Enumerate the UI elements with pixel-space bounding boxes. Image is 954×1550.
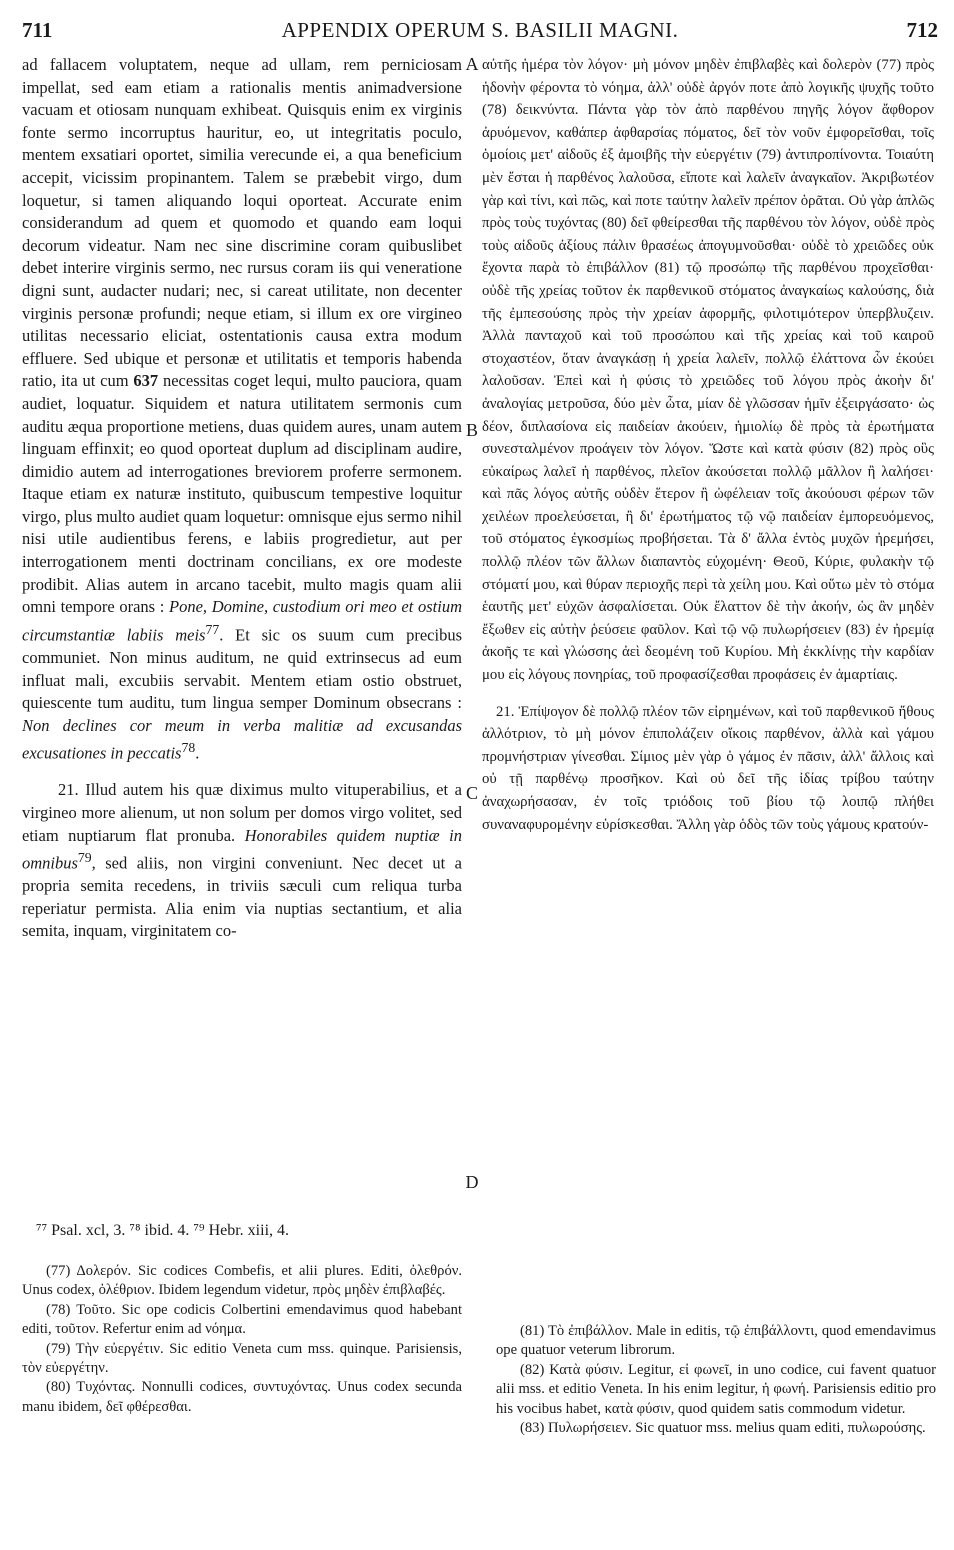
footnote-ref: 79	[77, 850, 92, 866]
footnotes-right	[496, 1322, 936, 1438]
footnote: (80) Τυχόντας. Nonnulli codices, συντυχόντας. Unus codex secunda manu ibidem, δεῖ φθέρεσθαι.	[22, 1379, 462, 1415]
margin-letter-b: B	[465, 420, 478, 440]
footnote: (77) Δολερόν. Sic codices Combefis, et alii plures. Editi, ὀλεθρόν. Unus codex, ὀλέθριον. Ibidem legendum videtur, πρὸς μηδὲν ἐπιβλαβές.	[22, 1263, 462, 1299]
footnotes-left	[22, 1262, 462, 1417]
scripture-quote: Pone, Domine, custodium ori meo et ostium circumstantiæ labiis meis	[22, 597, 462, 645]
greek-column	[482, 54, 934, 836]
footnote: (82) Κατὰ φύσιν. Legitur, εἰ φωνεῖ, in uno codice, cui favent quatuor alii mss. et editio Veneta. In his enim legitur, ἡ φωνή. Parisiensis editio pro his vocibus habet, κατὰ φύσιν, quod quidem satis commodum videtur.	[496, 1361, 936, 1417]
footnote: (79) Τὴν εὐεργέτιν. Sic editio Veneta cum mss. quinque. Parisiensis, τὸν εὐεργέτην.	[22, 1340, 462, 1377]
right-page-number: 712	[906, 18, 938, 42]
footnote-ref: 78	[181, 740, 196, 756]
scripture-references: ⁷⁷ Psal. xcl, 3. ⁷⁸ ibid. 4. ⁷⁹ Hebr. xiii, 4.	[36, 1222, 290, 1239]
running-header	[22, 14, 938, 44]
footnote: (83) Πυλωρήσειεν. Sic quatuor mss. melius quam editi, πυλωρούσης.	[520, 1420, 926, 1437]
scripture-quote: Honorabiles quidem nuptiæ in omnibus	[22, 825, 462, 873]
latin-column	[22, 54, 462, 943]
margin-letter-c: C	[465, 783, 478, 803]
footnote-ref: 77	[205, 621, 220, 637]
margin-letter-d: D	[465, 1172, 479, 1192]
latin-paragraph-1: ad fallacem voluptatem, neque ad ullam, rem perniciosam impellat, sed eam etiam a rationalis mentis animadversione vacuam et otiosam nunquam exhibeat. Quisquis enim ex virginis fonte sermo incorruptus hauritur, eo, ut integritatis poculo, mentem exsatiari oportet, similia verecunde ei, a qua beneficium accepit, vicissim propinantem. Talem se præbebit virgo, dum loquetur, si tamen aliquando loqui oporteat. Accurate enim considerandum ad quem et quomodo et quando eam loqui decorum videatur. Nam nec sine discrimine coram quibuslibet debet interire virginis sermo, nec rursus coram iis qui veneratione digni sunt, audacter nudari; nec, si careat utilitate, non decenter virginis personæ profundi; neque etiam, si illum ex ore virgineo utilitas necessario eliciat, ostentationis causa extra modum effluere. Sed ubique et personæ et utilitatis et temporis habenda ratio, ita ut cum 637 necessitas coget lequi, multo pauciora, quam audiet, loquatur. Siquidem et natura utilitatem sermonis cum auditu æqua proportione metiens, duas quidem aures, unam autem linguam effinxit; eo quod oporteat duplum ad disciplinam audire, dimidio autem ad interrogationes breviorem proferre sermonem. Itaque etiam ex naturæ instituto, quibuscum tempestive loquitur virgo, plus multo audiet quam loquetur: omnisque ejus sermo nihil nisi utile audientibus ferens, e labiis progredietur, aut per interrogationem menti doctrinam concilians, ex ore modeste prodibit. Alias autem in arcano tacebit, multo magis quam alii omni tempore orans : Pone, Domine, custodium ori meo et ostium circumstantiæ labiis meis$^{77}$. Et sic os suum cum precibus communiet. Non minus auditum, ne quid extrinsecus ad eum influat mali, excubiis servabit. Mentem etiam ostio obstruet, quiescente tum auditu, tum lingua semper Dominum obsecrans : Non declines cor meum in verba malitiæ ad excusandas excusationes in peccatis$^{78}$.	[22, 55, 462, 763]
latin-paragraph-2: 21. Illud autem his quæ diximus multo vituperabilius, et a virgineo more alienum, ut non solum per domos virgo volitet, sed etiam nuptiarum flat pronuba. Honorabiles quidem nuptiæ in omnibus$^{79}$, sed aliis, non virgini conveniunt. Nec decet ut a propria semita recedens, in triviis sæculi cum reliqua turba reperiatur permista. Alia enim via nuptias sectantium, et alia semita, inquam, virginitatem co-	[22, 780, 462, 941]
scripture-quote: Non declines cor meum in verba malitiæ ad excusandas excusationes in peccatis	[22, 715, 462, 763]
running-title: APPENDIX OPERUM S. BASILII MAGNI.	[281, 18, 679, 42]
left-page-number: 711	[22, 18, 53, 42]
footnote: (81) Τὸ ἐπιβάλλον. Male in editis, τῷ ἐπιβάλλοντι, quod emendavimus ope quatuor veterum librorum.	[496, 1323, 936, 1359]
margin-letter-a: A	[465, 54, 479, 74]
greek-paragraph-1: αὐτῆς ἡμέρα τὸν λόγον· μὴ μόνον μηδὲν ἐπιβλαβὲς καὶ δολερὸν (77) πρὸς ἡδονὴν φέροντα τὸ νόημα, ἀλλ' οὐδὲ ἀργόν ποτε ἀπὸ λογικῆς ψυχῆς τοῦτο (78) δεικνύντα. Πάντα γὰρ τὸν ἀπὸ παρθένου πηγῆς λόγον ἄφθορον ἀρυόμενον, καθάπερ ἀφθαρσίας πόματος, δεῖ τὸν νοῦν ἐμφορεῖσθαι, τοῖς ὁμοίοις μετ' αἰδοῦς ἐξ ἀμοιβῆς τὴν εὐεργέτιν (79) ἀντιπροπίνοντα. Τοιαύτη μὲν ἔσται ἡ παρθένος λαλοῦσα, εἴποτε καὶ λαλεῖν ἀναγκαῖον. Ἀκριβωτέον γὰρ καὶ τίνι, καὶ πῶς, καὶ ποτε ταύτην λαλεῖν πρέπον ὁρᾶται. Οὐ γὰρ ἁπλῶς πρὸς τοὺς τυχόντας (80) δεῖ φθείρεσθαι τῆς παρθένου τὸν λόγον, οὐδὲ πρὸς τοὺς αἰδοῦς ἀξίους πάλιν θρασέως ἀπογυμνοῦσθαι· οὐδὲ τὸ χρειῶδες οὐκ ἔχοντα παρὰ τὸ ἐπιβάλλον (81) τῷ προσώπῳ τῆς παρθένου προχεῖσθαι· οὐδὲ τῆς χρείας τοῦτον ἐκ παρθενικοῦ στόματος ἀναγκαίως καλούσης, διὰ τῆς ἐμπεσούσης πρὸς τὴν χρείαν ἀφορμῆς, φιλοτιμότερον ὑπερβλυζειν. Ἀλλὰ πανταχοῦ καὶ τοῦ προσώπου καὶ τῆς χρείας καὶ τοῦ καιροῦ στοχαστέον, ὅταν ἀναγκάσῃ ἡ χρεία λαλεῖν, πολλῷ ἐλάττονα ὧν ἐκούει λαλοῦσαν. Ἐπεὶ καὶ ἡ φύσις τὸ χρειῶδες τοῦ λόγου πρὸς ἀκοὴν δι' ἀναλογίας μετροῦσα, δύο μὲν ὦτα, μίαν δὲ γλῶσσαν ἡμῖν ἐξειργάσατο· ὡς δέον, διπλασίονα εἰς παιδείαν ἀκούειν, ἡμιολίῳ δὲ πρὸς τὰ ἐρωτήματα συνεσταλμένον προάγειν τὸν λόγον. Ὥστε καὶ κατὰ φύσιν (82) πρὸς οὓς εὐκαίρως λαλεῖ ἡ παρθένος, πλεῖον ἀκούσεται πολλῷ μᾶλλον ἢ λαλήσει· καὶ πᾶς λόγος αὐτῆς οὐδὲν ἕτερον ἢ ὠφέλειαν τοῖς ἀκούουσι φέρων τῶν χειλέων προελεύσεται, ἢ δι' ἐρωτήματος τῷ νῷ παιδείαν ἐμπορευόμενος, τοῦ στόματος ἐγκοσμίως προβήσεται. Τὰ δ' ἄλλα ἐντὸς μυχῶν ἠρεμήσει, πολλῷ πλέον τῶν ἄλλων διαπαντὸς εὐχομένη· Θεοῦ, Κύριε, φυλακὴν τῷ στόματί μου, καὶ θύραν περιοχῆς περὶ τὰ χείλη μου. Καὶ οὕτω μὲν τὸ στόμα ἑαυτῆς μετ' εὐχῶν ἀσφαλίσεται. Οὐκ ἔλαττον δὲ τὴν ἀκοήν, ὡς ἂν μηδὲν ἔξωθεν εἰς αὐτὴν ῥεύσειε φαῦλον. Καὶ τῷ νῷ πυλωρήσειεν (83) ἐν ἠρεμίᾳ ἀκοῆς τε καὶ γλώσσης ἀεὶ δεομένη τοῦ Κυρίου. Μὴ ἐκκλίνῃς τὴν καρδίαν μου εἰς λόγους πονηρίας, τοῦ προφασίζεσθαι προφάσεις ἐν ἁμαρτίαις.	[482, 57, 934, 684]
greek-paragraph-2: 21. Ἐπίψογον δὲ πολλῷ πλέον τῶν εἰρημένων, καὶ τοῦ παρθενικοῦ ἤθους ἀλλότριον, τὸ μὴ μόνον ἐπιπολάζειν οἴκοις παρθένον, ἀλλὰ καὶ γάμου προμνήστριαν γίνεσθαι. Σίμιος μὲν γὰρ ὁ γάμος ἐν πᾶσιν, ἀλλ' ἄλλοις καὶ οὐ τῇ παρθένῳ προσῆκον. Καὶ οὐ δεῖ τῆς ἰδίας τρίβου ταύτην ἀναχωρήσασαν, ἐν τοῖς τριόδοις τοῦ βίου τῷ λοιπῷ πλήθει συναναφυρομένην εὑρίσκεσθαι. Ἄλλη γὰρ ὁδὸς τῶν τοὺς γάμους κρατούν-	[482, 703, 934, 833]
column-number: 637	[133, 371, 159, 391]
footnote: (78) Τοῦτο. Sic ope codicis Colbertini emendavimus quod habebant editi, τοῦτον. Refertur enim ad νόημα.	[22, 1301, 462, 1338]
